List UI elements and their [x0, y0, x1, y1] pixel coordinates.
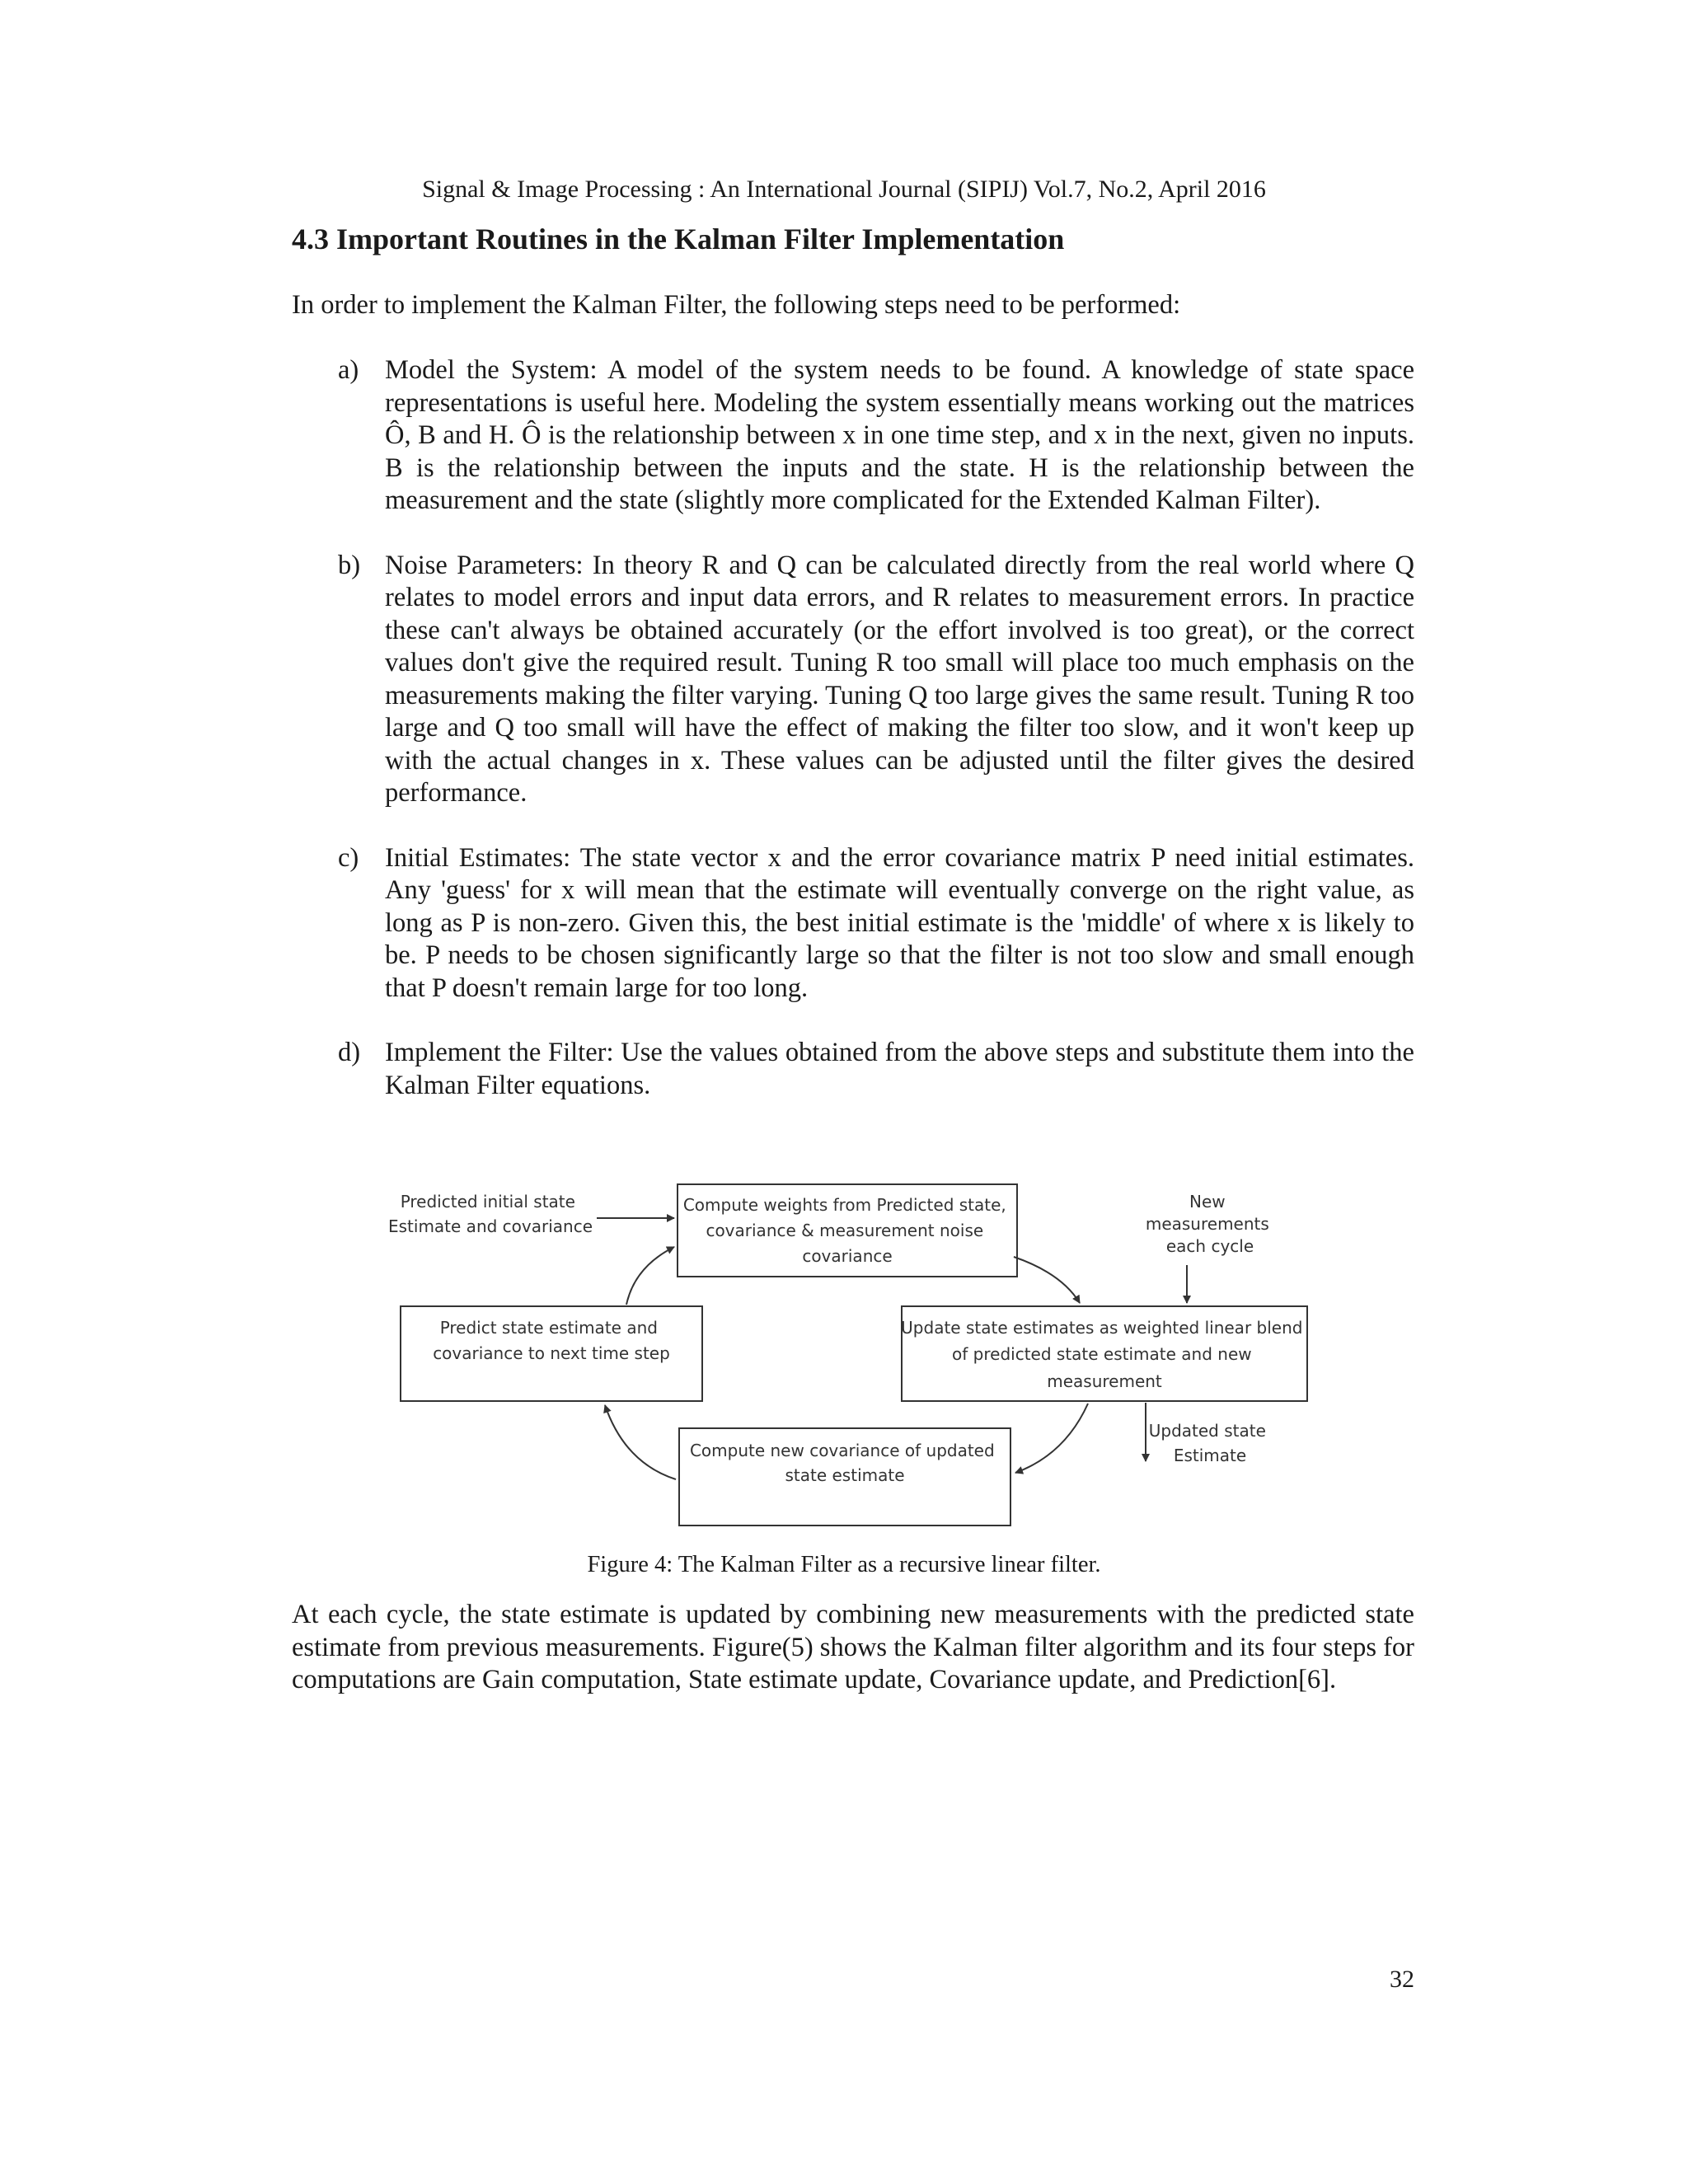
step-text: Implement the Filter: Use the values obtained from the above steps and substitute them into the Kalman Filter equations.	[385, 1038, 1414, 1100]
compute-covariance-line-2: state estimate	[785, 1465, 905, 1485]
update-state-line-3: measurement	[1047, 1371, 1162, 1391]
figure-caption: Figure 4: The Kalman Filter as a recursive linear filter.	[587, 1552, 1101, 1577]
step-text: Noise Parameters: In theory R and Q can be calculated directly from the real world where Q relates to model errors and input data errors, and R relates to measurement errors. In practice these can't always be obtained accurately (or the effort involved is too great), or the correct values don't give the required result. Tuning R too small will place too much emphasis on the measurements making the filter varying. Tuning Q too large gives the same result. Tuning R too large and Q too small will have the effect of making the filter too slow, and it won't keep up with the actual changes in x. These values can be adjusted until the filter gives the desired performance.	[385, 550, 1414, 808]
svg-text:Predicted initial state	[388, 1192, 593, 1236]
page-number: 32	[1390, 1966, 1414, 1993]
predict-state-line-1: Predict state estimate and	[439, 1318, 658, 1338]
updated-state-line-1: Updated state	[1148, 1421, 1266, 1441]
compute-weights-line-3: covariance	[802, 1246, 893, 1266]
step-item-c	[292, 842, 1414, 1005]
arrow-covariance-to-predict	[605, 1405, 676, 1479]
new-measurements-line-2: measurements	[1145, 1214, 1269, 1234]
steps-list	[292, 354, 1414, 1134]
closing-paragraph: At each cycle, the state estimate is updated by combining new measurements with the predicted state estimate from previous measurements. Figure(5) shows the Kalman filter algorithm and its four steps for computations are Gain computation, State estimate update, Covariance update, and Prediction[6].	[292, 1600, 1414, 1694]
step-text: Initial Estimates: The state vector x and the error covariance matrix P need initial estimates. Any 'guess' for x will mean that the estimate will eventually converge on the right value, as long as P is non-zero. Given this, the best initial estimate is the 'middle' of where x is likely to be. P needs to be chosen significantly large so that the filter is not too slow and small enough that P doesn't remain large for too long.	[385, 842, 1414, 1003]
step-item-d	[292, 1037, 1414, 1102]
intro-paragraph: In order to implement the Kalman Filter, the following steps need to be performed:	[292, 290, 1181, 320]
compute-covariance-line-1: Compute new covariance of updated	[689, 1441, 995, 1460]
step-marker: b)	[338, 550, 361, 580]
step-item-a	[292, 354, 1414, 518]
running-head: Signal & Image Processing : An International Journal (SIPIJ) Vol.7, No.2, April 2016	[422, 176, 1266, 203]
kalman-filter-diagram	[387, 1174, 1327, 1537]
svg-text:New measurements e	[1146, 1192, 1274, 1256]
new-measurements-line-1: New	[1189, 1192, 1226, 1212]
svg-text:Updated state Estimate	[1149, 1421, 1272, 1465]
step-text: Model the System: A model of the system needs to be found. A knowledge of state space representations is useful here. Modeling the system essentially means working out the matrices Ô, B and H. Ô is the relationship between x in one time step, and x in the next, given no inputs. B is the relationship between the inputs and the state. H is the relationship between the measurement and the state (slightly more complicated for the Extended Kalman Filter).	[385, 355, 1414, 515]
new-measurements-line-3: each cycle	[1165, 1236, 1254, 1256]
step-item-b	[292, 550, 1414, 810]
step-marker: c)	[338, 842, 359, 873]
step-marker: d)	[338, 1038, 361, 1067]
compute-weights-line-1: Compute weights from Predicted state,	[682, 1195, 1006, 1215]
predicted-initial-line-2: Estimate and covariance	[387, 1216, 593, 1236]
predict-state-line-2: covariance to next time step	[433, 1343, 670, 1363]
predicted-initial-line-1: Predicted initial state	[400, 1192, 575, 1212]
update-state-line-2: of predicted state estimate and new	[952, 1344, 1252, 1364]
arrow-update-to-covariance	[1015, 1404, 1088, 1473]
arrow-weights-to-update	[1014, 1257, 1080, 1303]
updated-state-line-2: Estimate	[1173, 1446, 1247, 1465]
compute-weights-line-2: covariance & measurement noise	[706, 1221, 984, 1240]
arrow-predict-to-weights	[626, 1247, 674, 1305]
step-marker: a)	[338, 355, 359, 385]
section-heading: 4.3 Important Routines in the Kalman Filter Implementation	[292, 223, 1065, 255]
update-state-line-1: Update state estimates as weighted linear blend	[901, 1318, 1303, 1338]
